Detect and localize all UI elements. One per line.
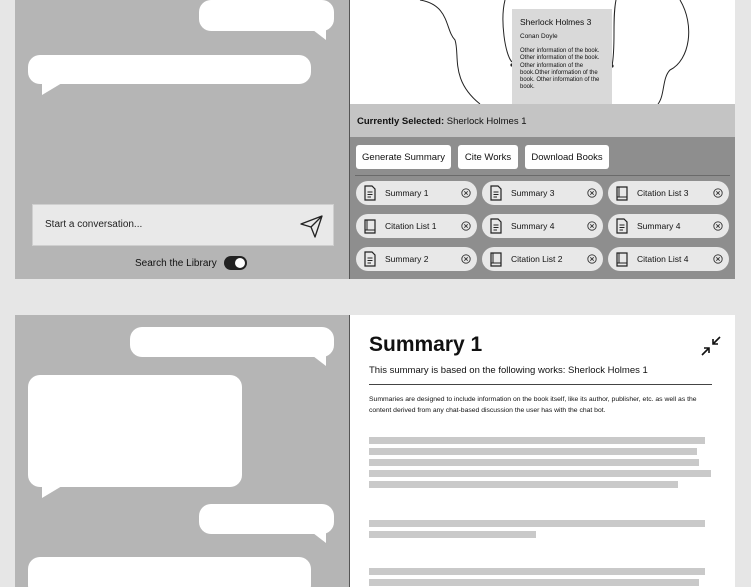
summary-subtitle: This summary is based on the following works: Sherlock Holmes 1 [369, 365, 648, 376]
book-title: Sherlock Holmes 3 [520, 17, 592, 27]
book-graph[interactable] [350, 0, 735, 104]
chip-label: Summary 4 [637, 221, 681, 231]
remove-icon[interactable] [713, 221, 723, 231]
currently-selected-bar [350, 104, 735, 137]
summary-description: Summaries are designed to include information on the book itself, like its author, publisher, etc. as well as the content derived from any chat-based discussion the user has with the chat bot. [369, 396, 697, 414]
document-icon [615, 218, 629, 234]
actions-panel [350, 137, 735, 279]
actions-divider [355, 175, 730, 176]
chip-label: Citation List 1 [385, 221, 437, 231]
chat-panel [15, 0, 349, 279]
chat-bubble-bot [28, 55, 311, 84]
chat-bubble-user [130, 327, 334, 357]
remove-icon[interactable] [461, 221, 471, 231]
chat-input[interactable] [32, 204, 334, 246]
book-icon [615, 185, 629, 201]
cite-works-button[interactable]: Cite Works [458, 145, 518, 169]
book-info: Other information of the book. Other information of the book. Other information of the book.Other information of the book. Other information of the book. [520, 48, 600, 91]
placeholder-line [369, 568, 705, 575]
document-icon [489, 218, 503, 234]
generate-summary-button[interactable]: Generate Summary [356, 145, 451, 169]
search-library-toggle-row [135, 255, 247, 271]
document-icon [363, 251, 377, 267]
chat-bubble-user [199, 504, 334, 534]
search-library-toggle[interactable] [224, 256, 247, 270]
remove-icon[interactable] [713, 188, 723, 198]
chat-bubble-bot [28, 375, 242, 487]
download-books-button[interactable]: Download Books [525, 145, 609, 169]
chip-summary-2[interactable] [356, 247, 477, 271]
summary-view [15, 315, 735, 587]
document-icon [363, 185, 377, 201]
chip-citation-list-2[interactable] [482, 247, 603, 271]
placeholder-line [369, 531, 536, 538]
document-icon [489, 185, 503, 201]
placeholder-line [369, 437, 705, 444]
placeholder-line [369, 520, 705, 527]
remove-icon[interactable] [713, 254, 723, 264]
placeholder-line [369, 481, 678, 488]
chip-summary-4b[interactable] [608, 214, 729, 238]
chip-label: Summary 2 [385, 254, 429, 264]
chat-bubble-user [199, 0, 334, 31]
remove-icon[interactable] [461, 188, 471, 198]
chip-citation-list-4[interactable] [608, 247, 729, 271]
book-icon [615, 251, 629, 267]
chip-label: Citation List 2 [511, 254, 563, 264]
chip-label: Citation List 4 [637, 254, 689, 264]
placeholder-line [369, 470, 711, 477]
chat-bubble-bot [28, 557, 311, 587]
selected-label: Currently Selected: [357, 116, 445, 127]
book-icon [363, 218, 377, 234]
send-icon[interactable] [299, 213, 325, 239]
library-panel [350, 0, 735, 279]
book-card[interactable] [512, 9, 612, 104]
remove-icon[interactable] [587, 254, 597, 264]
summary-title: Summary 1 [369, 333, 483, 356]
chip-citation-list-3[interactable] [608, 181, 729, 205]
search-library-label: Search the Library [135, 257, 217, 269]
remove-icon[interactable] [461, 254, 471, 264]
remove-icon[interactable] [587, 221, 597, 231]
library-chat-view [15, 0, 735, 279]
remove-icon[interactable] [587, 188, 597, 198]
placeholder-line [369, 448, 697, 455]
summary-panel [350, 315, 735, 587]
chip-summary-1[interactable] [356, 181, 477, 205]
chat-panel [15, 315, 349, 587]
chip-label: Citation List 3 [637, 188, 689, 198]
chip-citation-list-1[interactable] [356, 214, 477, 238]
collapse-icon[interactable] [700, 335, 722, 357]
placeholder-line [369, 459, 699, 466]
selected-value: Sherlock Holmes 1 [446, 116, 527, 127]
chip-label: Summary 4 [511, 221, 555, 231]
placeholder-line [369, 579, 699, 586]
book-author: Conan Doyle [520, 33, 558, 40]
chip-label: Summary 1 [385, 188, 429, 198]
chip-summary-4[interactable] [482, 214, 603, 238]
book-icon [489, 251, 503, 267]
chip-label: Summary 3 [511, 188, 555, 198]
chat-input-placeholder: Start a conversation... [45, 219, 143, 230]
chip-summary-3[interactable] [482, 181, 603, 205]
summary-divider [369, 384, 712, 385]
